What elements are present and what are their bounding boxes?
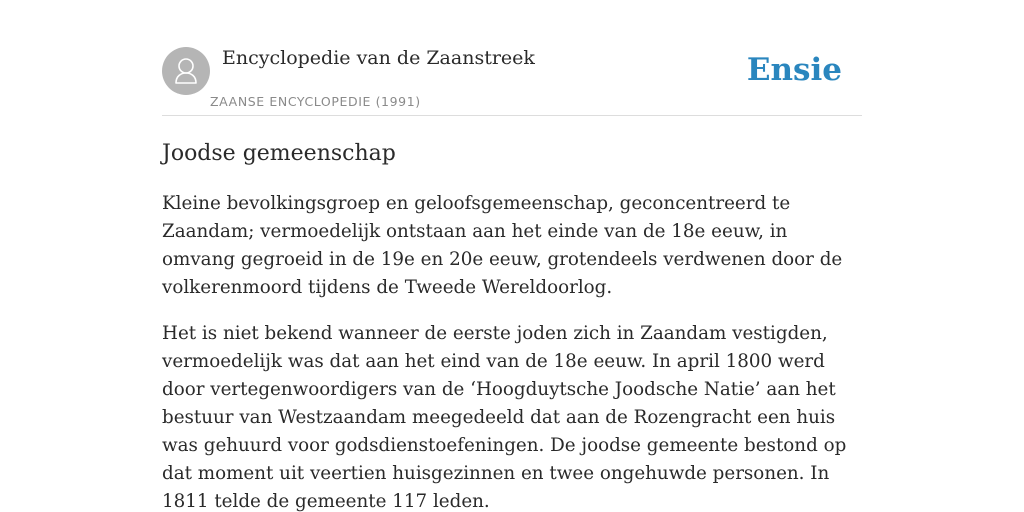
- user-silhouette-icon: [162, 47, 210, 95]
- source-subtitle: ZAANSE ENCYCLOPEDIE (1991): [210, 94, 421, 109]
- article-paragraph: Kleine bevolkingsgroep en geloofsgemeenschap, geconcentreerd te Zaandam; vermoedelijk ontstaan aan het einde van de 18e eeuw, in omvang gegroeid in de 19e en 20e eeuw, grotendeels verdwenen door de volkerenmoord tijdens de Tweede Wereldoorlog.: [162, 193, 843, 298]
- article: [162, 138, 862, 512]
- avatar[interactable]: [162, 47, 210, 95]
- header-divider: [162, 115, 862, 116]
- article-title: Joodse gemeenschap: [162, 141, 396, 166]
- article-paragraph: Het is niet bekend wanneer de eerste joden zich in Zaandam vestigden, vermoedelijk was dat aan het eind van de 18e eeuw. In april 1800 werd door vertegenwoordigers van de ‘Hoogduytsche Joodsche Natie’ aan het bestuur van Westzaandam meegedeeld dat aan de Rozengracht een huis was gehuurd voor godsdienstoefeningen. De joodse gemeente bestond op dat moment uit veertien huisgezinnen en twee ongehuwde personen. In 1811 telde de gemeente 117 leden.: [162, 323, 847, 512]
- brand-logo-link[interactable]: Ensie: [746, 52, 842, 88]
- source-header: [162, 44, 862, 116]
- source-name-link[interactable]: Encyclopedie van de Zaanstreek: [222, 47, 535, 69]
